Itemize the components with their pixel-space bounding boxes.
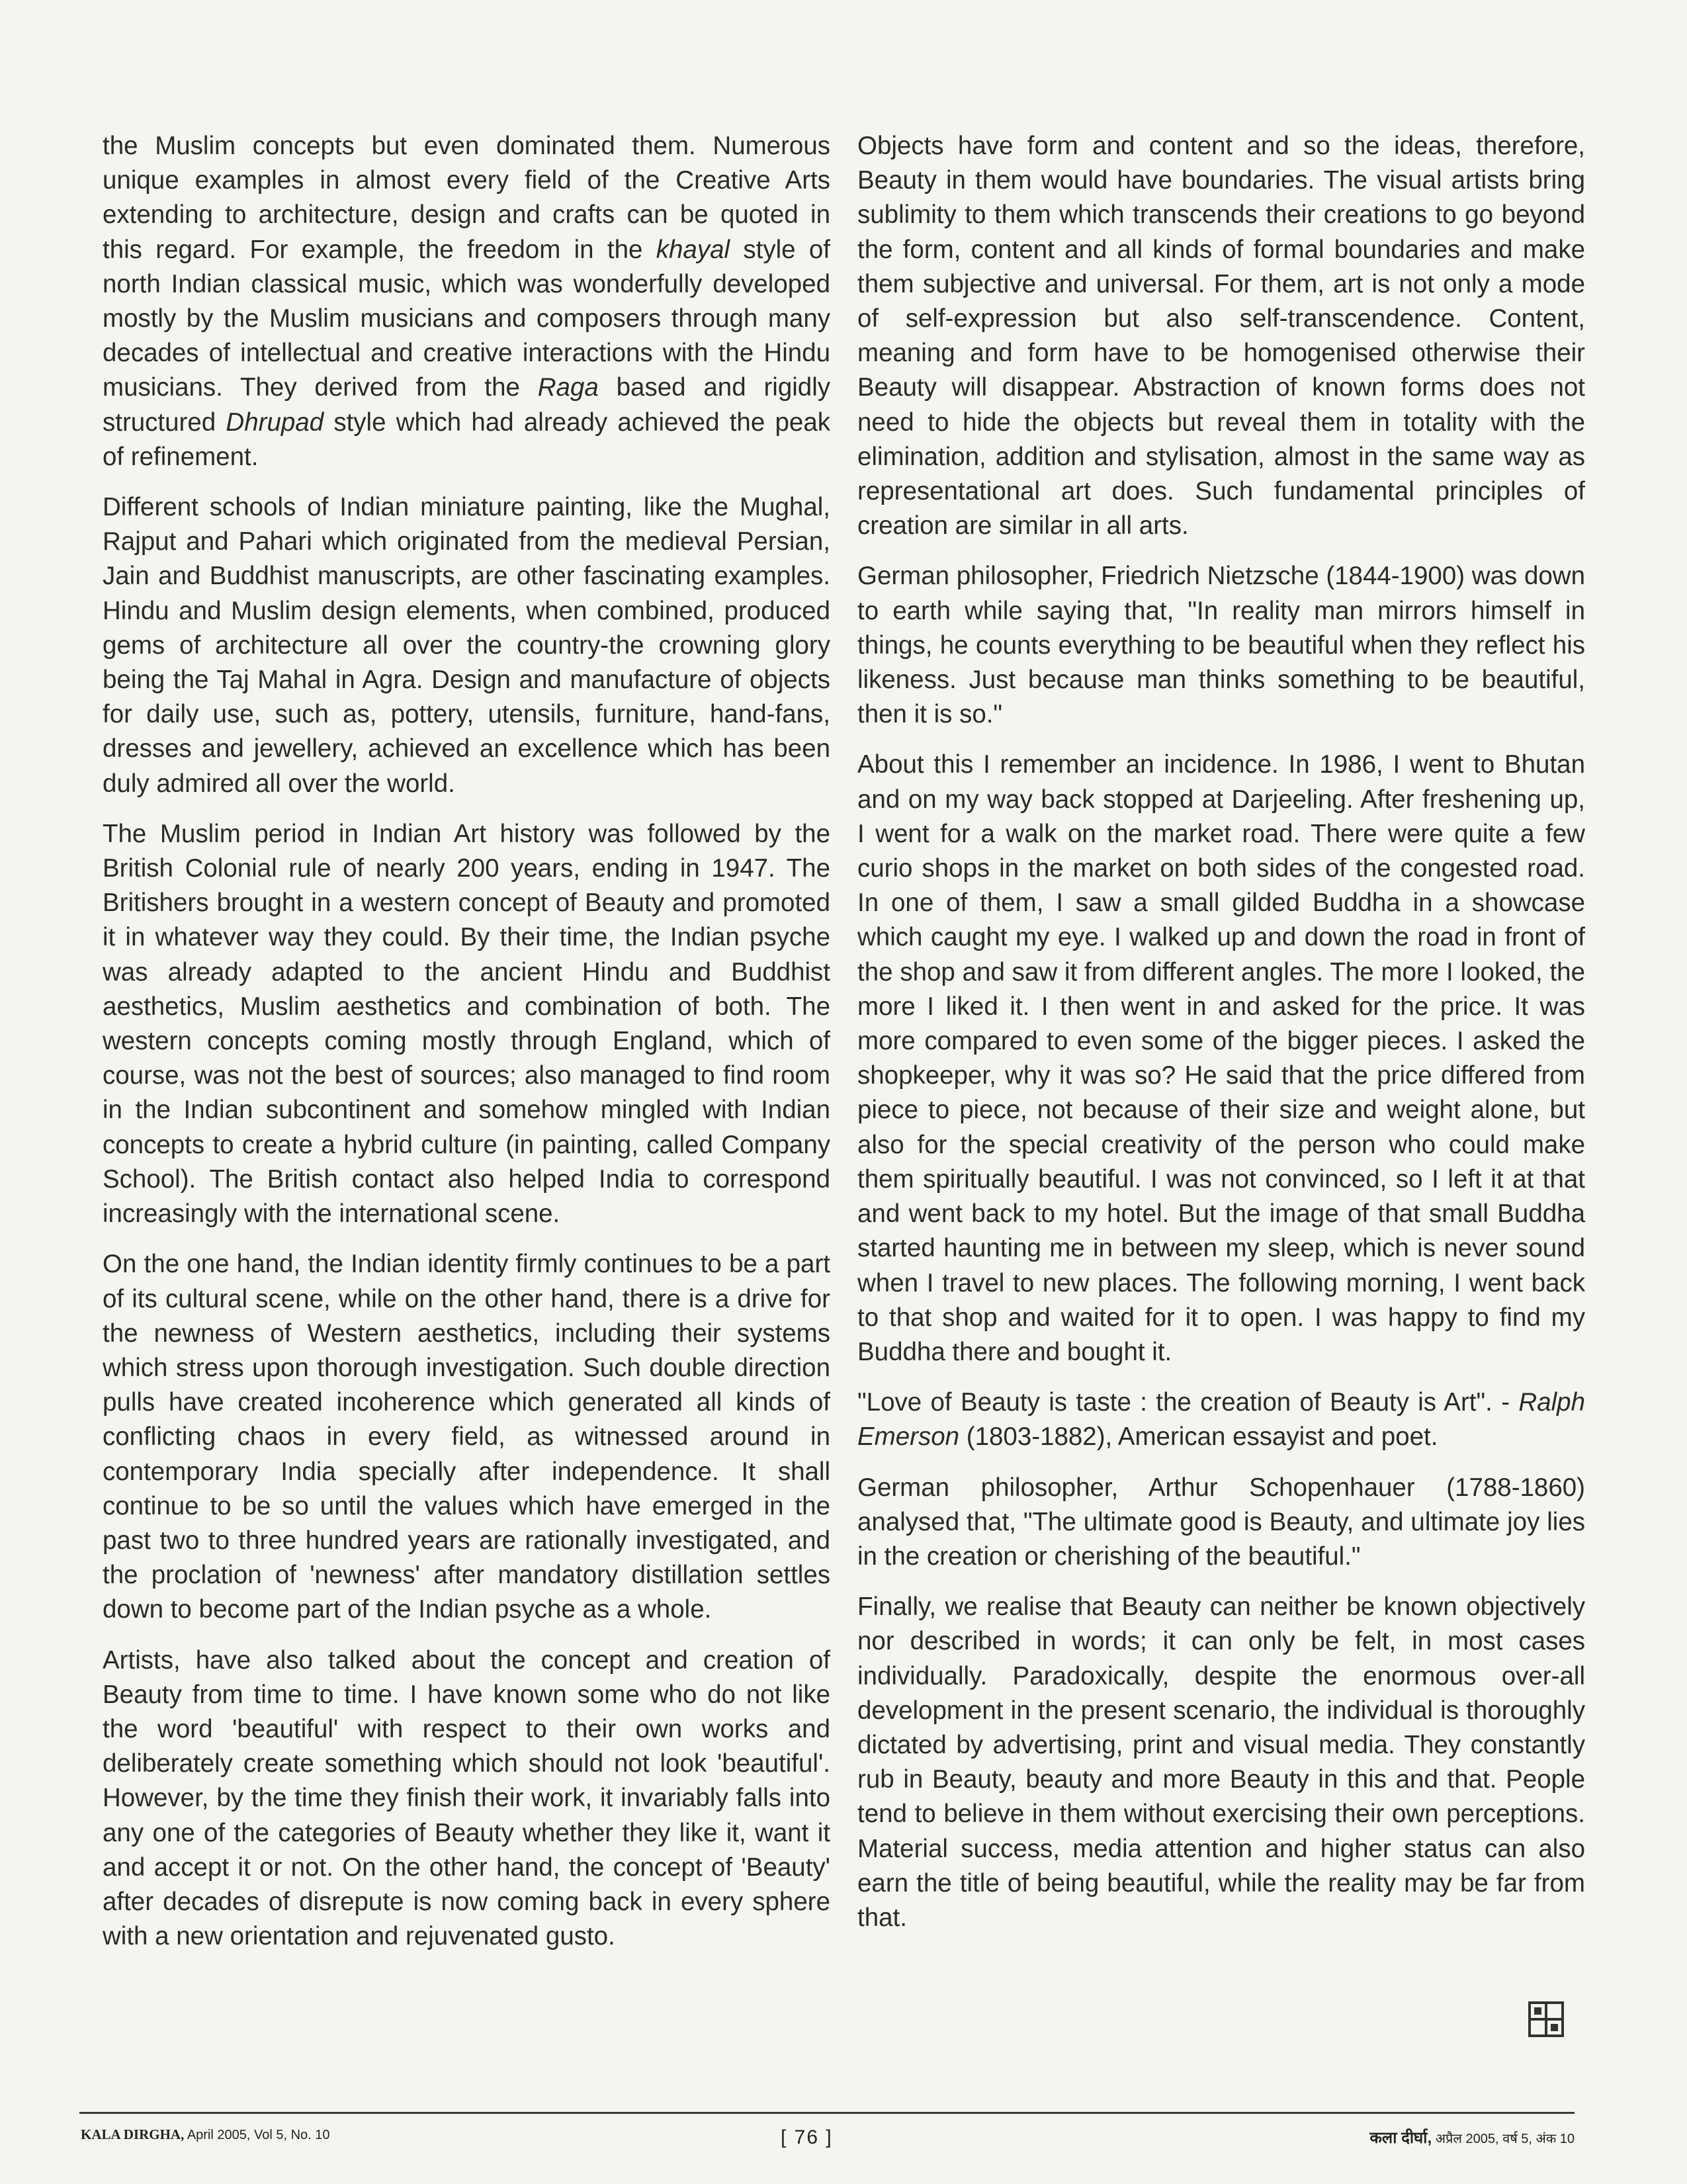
right-column: [857, 129, 1585, 1951]
issue-info: April 2005, Vol 5, No. 10: [187, 2128, 330, 2142]
quote-author: Ralph Emerson: [857, 1388, 1585, 1452]
footer-right: [1370, 2126, 1575, 2148]
italic-term-raga: Raga: [537, 373, 599, 402]
quote-paragraph: "Love of Beauty is taste : the creation of Beauty is Art". - Ralph Emerson (1803-1882), American essayist and poet.: [857, 1388, 1585, 1452]
paragraph: Artists, have also talked about the concept and creation of Beauty from time to time. I have known some who do not like the word 'beautiful' with respect to their own works and deliberately create something which should not look 'beautiful'. However, by the time they finish their work, it invariably falls into any one of the categories of Beauty whether they like it, want it and accept it or not. On the other hand, the concept of 'Beauty' after decades of disrepute is now coming back in every sphere with a new orientation and rejuvenated gusto.: [103, 1645, 830, 1951]
paragraph: The Muslim period in Indian Art history was followed by the British Colonial rule of nearly 200 years, ending in 1947. The Britishers brought in a western concept of Beauty and promoted it in whatever way they could. By their time, the Indian psyche was already adapted to the ancient Hindu and Buddhist aesthetics, Muslim aesthetics and combination of both. The western concepts coming mostly through England, which of course, was not the best of sources; also managed to find room in the Indian subcontinent and somehow mingled with Indian concepts to create a hybrid culture (in painting, called Company School). The British contact also helped India to correspond increasingly with the international scene.: [103, 819, 830, 1229]
footer-divider: [79, 2112, 1575, 2114]
issue-info-hindi: अप्रैल 2005, वर्ष 5, अंक 10: [1435, 2132, 1575, 2146]
italic-term-khayal: khayal: [656, 235, 730, 264]
magazine-name-hindi: कला दीर्घा,: [1369, 2129, 1432, 2147]
left-column: [103, 129, 830, 1970]
paragraph: German philosopher, Arthur Schopenhauer (1788-1860) analysed that, "The ultimate good is Beauty, and ultimate joy lies in the creation or cherishing of the beautiful.": [857, 1473, 1585, 1571]
paragraph: On the one hand, the Indian identity firmly continues to be a part of its cultural scene, while on the other hand, there is a drive for the newness of Western aesthetics, including their systems which stress upon thorough investigation. Such double direction pulls have created incoherence which generated all kinds of conflicting chaos in every field, as witnessed around in contemporary India specially after independence. It shall continue to be so until the values which have emerged in the past two to three hundred years are rationally investigated, and the proclation of 'newness' after mandatory distillation settles down to become part of the Indian psyche as a whole.: [103, 1250, 830, 1624]
paragraph: Finally, we realise that Beauty can neither be known objectively nor described in words; it can only be felt, in most cases individually. Paradoxically, despite the enormous over-all development in the present scenario, the individual is thoroughly dictated by advertising, print and visual media. They constantly rub in Beauty, beauty and more Beauty in this and that. People tend to believe in them without exercising their own perceptions. Material success, media attention and higher status can also earn the title of being beautiful, while the reality may be far from that.: [857, 1593, 1585, 1932]
page-number: [ 76 ]: [781, 2126, 833, 2148]
paragraph: About this I remember an incidence. In 1986, I went to Bhutan and on my way back stopped at Darjeeling. After freshening up, I went for a walk on the market road. There were quite a few curio shops in the market on both sides of the congested road. In one of them, I saw a small gilded Buddha in a showcase which caught my eye. I walked up and down the road in front of the shop and saw it from different angles. The more I looked, the more I liked it. I then went in and asked for the price. It was more compared to even some of the bigger pieces. I asked the shopkeeper, why it was so? He said that the price differed from piece to piece, not because of their size and weight alone, but also for the special creativity of the person who could make them spiritually beautiful. I was not convinced, so I left it at that and went back to my hotel. But the image of that small Buddha started haunting me in between my sleep, which is never sound when I travel to new places. The following morning, I went back to that shop and waited for it to open. I was happy to find my Buddha there and bought it.: [857, 750, 1585, 1366]
paragraph: Different schools of Indian miniature painting, like the Mughal, Rajput and Pahari which originated from the medieval Persian, Jain and Buddhist manuscripts, are other fascinating examples. Hindu and Muslim design elements, when combined, produced gems of architecture all over the country-the crowning glory being the Taj Mahal in Agra. Design and manufacture of objects for daily use, such as, pottery, utensils, furniture, hand-fans, dresses and jewellery, achieved an excellence which has been duly admired all over the world.: [103, 493, 830, 798]
end-of-article-logo-icon: [1528, 2001, 1564, 2037]
paragraph: Objects have form and content and so the ideas, therefore, Beauty in them would have boundaries. The visual artists bring sublimity to them which transcends their creations to go beyond the form, content and all kinds of formal boundaries and make them subjective and universal. For them, art is not only a mode of self-expression but also self-transcendence. Content, meaning and form have to be homogenised otherwise their Beauty will disappear. Abstraction of known forms does not need to hide the objects but reveal them in totality with the elimination, addition and stylisation, almost in the same way as representational art does. Such fundamental principles of creation are similar in all arts.: [857, 132, 1585, 541]
magazine-name: KALA DIRGHA,: [81, 2126, 185, 2142]
paragraph: German philosopher, Friedrich Nietzsche (1844-1900) was down to earth while saying that, "In reality man mirrors himself in things, he counts everything to be beautiful when they reflect his likeness. Just because man thinks something to be beautiful, then it is so.": [857, 562, 1585, 729]
footer-left: [81, 2126, 330, 2143]
italic-term-dhrupad: Dhrupad: [226, 408, 324, 437]
paragraph: the Muslim concepts but even dominated them. Numerous unique examples in almost every field of the Creative Arts extending to architecture, design and crafts can be quoted in this regard. For example, the freedom in the khayal style of north Indian classical music, which was wonderfully developed mostly by the Muslim musicians and composers through many decades of intellectual and creative interactions with the Hindu musicians. They derived from the Raga based and rigidly structured Dhrupad style which had already achieved the peak of refinement.: [103, 132, 831, 471]
